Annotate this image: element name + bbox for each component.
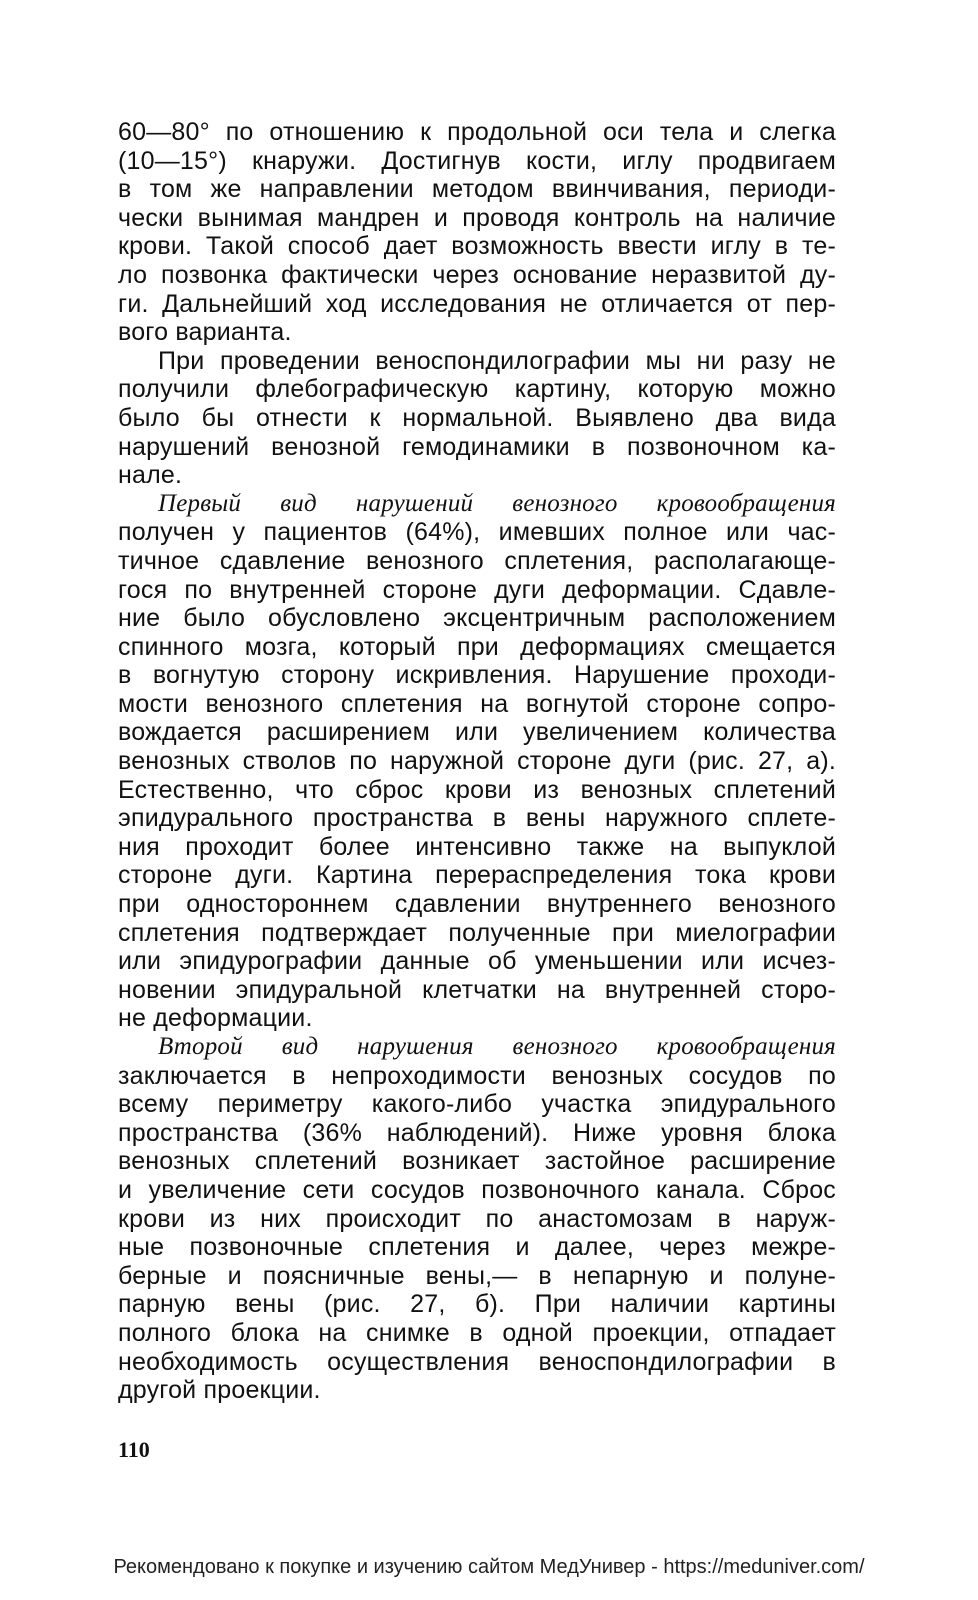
page-number: 110: [118, 1437, 150, 1462]
text-line: парную вены (рис. 27, б). При наличии картины: [118, 1290, 836, 1319]
text-line: ные позвоночные сплетения и далее, через межре-: [118, 1233, 836, 1262]
italic-lead: Первый вид нарушений венозного кровообращения: [158, 489, 836, 517]
text-line: пространства (36% наблюдений). Ниже уровня блока: [118, 1118, 836, 1147]
text-line: или эпидурографии данные об уменьшении или исчез-: [118, 947, 836, 976]
text-line: в том же направлении методом ввинчивания, периоди-: [118, 175, 836, 204]
page-body: [118, 118, 836, 1405]
text-line: мости венозного сплетения на вогнутой стороне сопро-: [118, 689, 836, 718]
paragraph-1: [118, 118, 836, 347]
text-line: ния проходит более интенсивно также на выпуклой: [118, 832, 836, 861]
text-line: берные и поясничные вены,— в непарную и полуне-: [118, 1261, 836, 1290]
footer-note: Рекомендовано к покупке и изучению сайтом МедУнивер - https://meduniver.com/: [113, 1556, 865, 1578]
text-line: эпидурального пространства в вены наружного сплете-: [118, 804, 836, 833]
text-line: необходимость осуществления веноспондилографии в: [118, 1347, 836, 1376]
text-line: в вогнутую сторону искривления. Нарушение проходи-: [118, 661, 836, 690]
text-line: крови из них происходит по анастомозам в наруж-: [118, 1204, 836, 1233]
text-line: нале.: [118, 461, 183, 490]
text-line: получен у пациентов (64%), имевших полное или час-: [118, 518, 836, 547]
paragraph-2: [118, 347, 836, 490]
paragraph-4: [118, 1033, 836, 1405]
text-line: чески вынимая мандрен и проводя контроль на наличие: [118, 203, 836, 232]
text-line: венозных сплетений возникает застойное расширение: [118, 1147, 836, 1176]
text-line: вого варианта.: [118, 318, 292, 347]
text-line: было бы отнести к нормальной. Выявлено два вида: [118, 403, 836, 432]
italic-lead: Второй вид нарушения венозного кровообращения: [158, 1033, 836, 1060]
text-line: полного блока на снимке в одной проекции, отпадает: [118, 1318, 836, 1347]
text-line: всему периметру какого-либо участка эпидурального: [118, 1090, 836, 1119]
text-line: При проведении веноспондилографии мы ни разу не: [158, 346, 836, 375]
text-line: 60—80° по отношению к продольной оси тела и слегка: [118, 118, 836, 146]
text-line: спинного мозга, который при деформациях смещается: [118, 632, 836, 661]
text-line: нарушений венозной гемодинамики в позвоночном ка-: [118, 432, 836, 461]
text-line: и увеличение сети сосудов позвоночного канала. Сброс: [118, 1175, 836, 1204]
text-line: вождается расширением или увеличением количества: [118, 718, 836, 747]
text-line: новении эпидуральной клетчатки на внутренней сторо-: [118, 975, 836, 1004]
text-line: Естественно, что сброс крови из венозных сплетений: [118, 775, 836, 804]
text-line: при одностороннем сдавлении внутреннего венозного: [118, 890, 836, 919]
text-line: тичное сдавление венозного сплетения, располагающе-: [118, 546, 836, 575]
text-line: другой проекции.: [118, 1376, 321, 1405]
text-line: ние было обусловлено эксцентричным расположением: [118, 604, 836, 633]
text-line: заключается в непроходимости венозных сосудов по: [118, 1061, 836, 1090]
text-line: сплетения подтверждает полученные при миелографии: [118, 918, 836, 947]
text-line: получили флебографическую картину, которую можно: [118, 375, 836, 404]
text-line: (10—15°) кнаружи. Достигнув кости, иглу продвигаем: [118, 146, 836, 175]
text-line: крови. Такой способ дает возможность ввести иглу в те-: [118, 232, 836, 261]
text-line: стороне дуги. Картина перераспределения тока крови: [118, 861, 836, 890]
paragraph-3: [118, 490, 836, 1033]
text-line: венозных стволов по наружной стороне дуги (рис. 27, а).: [118, 747, 836, 776]
text-line: ги. Дальнейший ход исследования не отличается от пер-: [118, 289, 836, 318]
text-line: ло позвонка фактически через основание неразвитой ду-: [118, 260, 836, 289]
text-line: не деформации.: [118, 1004, 313, 1033]
text-line: гося по внутренней стороне дуги деформации. Сдавле-: [118, 575, 836, 604]
